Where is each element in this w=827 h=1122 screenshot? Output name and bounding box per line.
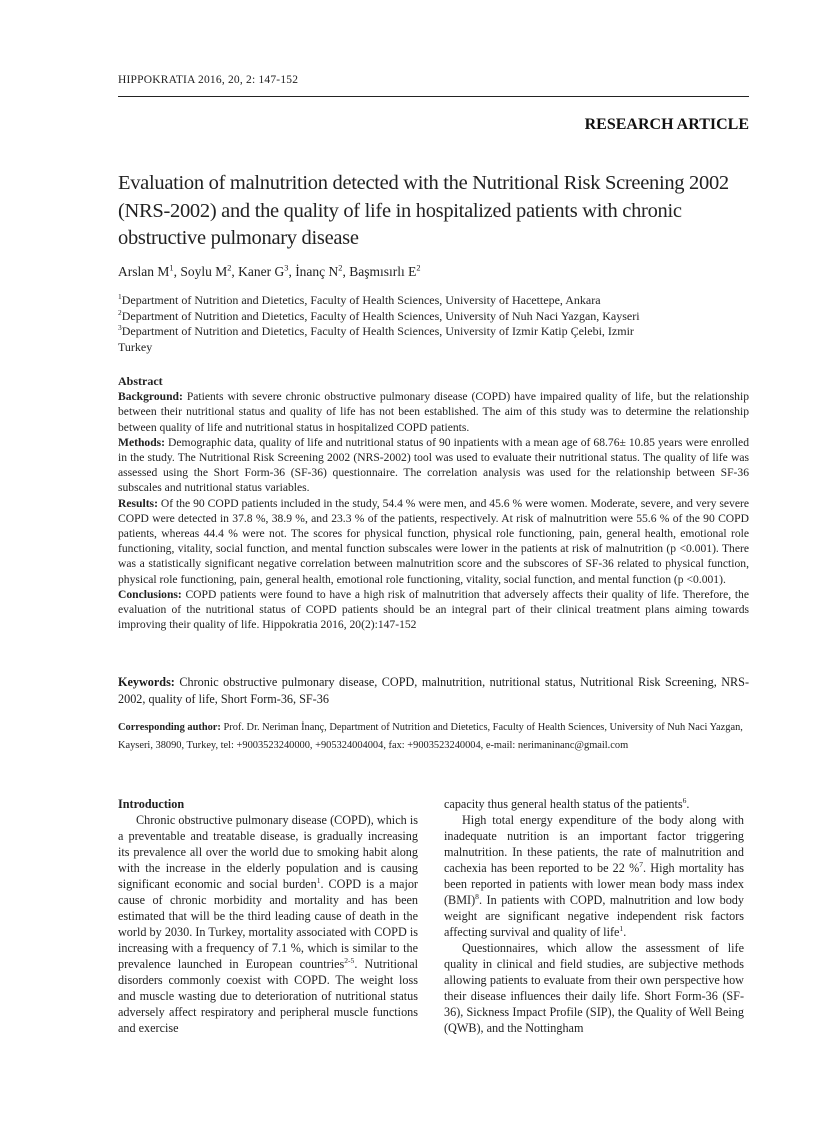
- author: Kaner $G^3$: [238, 263, 289, 279]
- affiliation: $^2$Department of Nutrition and Dietetics, Faculty of Health Sciences, University of Nuh Naci Yazgan, Kayseri: [118, 307, 640, 323]
- abstract-heading: Abstract: [118, 374, 163, 388]
- running-head: HIPPOKRATIA 2016, 20, 2: 147-152: [118, 74, 299, 86]
- intro-paragraph-3: Questionnaires, which allow the assessment of life quality in clinical and field studies, are subjective methods allowing patients to evaluate from their own perspective how their disease influences their daily life. Short Form-36 (SF-36), Sickness Impact Profile (SIP), the Quality of Well Being (QWB), and the Nottingham: [444, 941, 744, 1035]
- article-type-label: RESEARCH ARTICLE: [584, 116, 749, 133]
- abstract-results: Results: Of the 90 COPD patients included in the study, 54.4 % were men, and 45.6 % were women. Moderate, severe, and very severe COPD were detected in 37.8 %, 38.9 %, and 23.3 % of the patients, respectively. At risk of malnutrition were 55.6 % of the 90 COPD patients, whereas 44.4 % were not. The scores for physical function, physical role functioning, pain, general health, emotional role functioning, vitality, social function, and mental function subscales were lower in the patients at risk of malnutrition (p <0.001). There was a statistically significant negative correlation between malnutrition score and the subscores of SF-36 related to physical function, physical role functioning, pain, general health, emotional role functioning, vitality, social function, and mental function (p <0.001).: [118, 496, 749, 586]
- abstract-background: Background: Patients with severe chronic obstructive pulmonary disease (COPD) have impaired quality of life, but the relationship between their nutritional status and quality of life has not been established. The aim of this study was to determine the relationship between quality of life and nutritional status in hospitalized COPD patients.: [118, 390, 749, 434]
- abstract-methods: Methods: Demographic data, quality of life and nutritional status of 90 inpatients with a mean age of 68.76± 10.85 years were enrolled in the study. The Nutritional Risk Screening 2002 (NRS-2002) tool was used to evaluate their nutritional status. The quality of life was assessed using the Short Form-36 (SF-36) questionnaire. The correlation analysis was used for the relationship between SF-36 subscales and nutritional status variables.: [118, 435, 749, 495]
- corresponding-author: [118, 719, 749, 755]
- corresponding-text: Prof. Dr. Neriman İnanç, Department of Nutrition and Dietetics, Faculty of Health Sciences, University of Nuh Naci Yazgan, Kayseri, 38090, Turkey, tel: +9003523240000, +905324004004, fax: +9003523240004, e-mail: nerimaninanc@gmail.com: [118, 722, 743, 751]
- author-list: Arslan $M^1$, Soylu $M^2$, Kaner $G^3$, İnanç $N^2$, Başmısırlı $E^2$: [118, 263, 421, 279]
- column-left: [118, 796, 418, 1036]
- keywords-label: Keywords:: [118, 675, 175, 689]
- author: Soylu $M^2$: [180, 263, 232, 279]
- affiliation: $^1$Department of Nutrition and Dietetics, Faculty of Health Sciences, University of Hacettepe, Ankara: [118, 292, 601, 307]
- author: Arslan $M^1$: [118, 263, 174, 279]
- introduction-heading: Introduction: [118, 797, 185, 811]
- header-rule: [118, 96, 749, 97]
- affiliations: [118, 293, 749, 355]
- author: İnanç $N^2$: [295, 263, 343, 279]
- keywords-text: Chronic obstructive pulmonary disease, COPD, malnutrition, nutritional status, Nutritional Risk Screening, NRS-2002, quality of life, Short Form-36, SF-36: [118, 675, 749, 706]
- abstract: [118, 374, 749, 632]
- paper-title: Evaluation of malnutrition detected with the Nutritional Risk Screening 2002 (NRS-2002) and the quality of life in hospitalized patients with chronic obstructive pulmonary disease: [118, 172, 729, 249]
- keywords: [118, 674, 749, 707]
- abstract-conclusions: Conclusions: COPD patients were found to have a high risk of malnutrition that adversely affects their quality of life. Therefore, the evaluation of the nutritional status of COPD patients should be an integral part of their clinical treatment plans aiming towards improving their quality of life. Hippokratia 2016, 20(2):147-152: [118, 587, 749, 632]
- intro-paragraph-2: High total energy expenditure of the body along with inadequate nutrition is an important factor triggering malnutrition. In these patients, the rate of malnutrition and cachexia has been reported to be 22 %$^7$. High mortality has been reported in patients with lower mean body mass index (BMI)$^8$. In patients with COPD, malnutrition and low body weight are significant negative independent risk factors affecting survival and quality of life$^1$.: [444, 813, 744, 939]
- intro-paragraph-1-continued: capacity thus general health status of the patients$^6$.: [444, 795, 690, 811]
- column-right: [444, 796, 744, 1036]
- corresponding-label: Corresponding author:: [118, 722, 221, 733]
- intro-paragraph-1: Chronic obstructive pulmonary disease (COPD), which is a preventable and treatable disease, is gradually increasing its prevalence all over the world due to smoking habit along with the increase in the elderly population and is causing significant economic and social burden$^1$. COPD is a major cause of chronic morbidity and mortality and has been estimated that will be the third leading cause of death in the world by 2030. In Turkey, mortality associated with COPD is increasing with a frequency of 7.1 %, which is similar to the prevalence launched in European countries$^{2-5}$. Nutritional disorders commonly coexist with COPD. The weight loss and muscle wasting due to deterioration of nutritional status adversely affect respiratory and peripheral muscle functions and exercise: [118, 813, 418, 1035]
- affiliation: $^3$Department of Nutrition and Dietetics, Faculty of Health Sciences, University of Izmir Katip Çelebi, Izmir: [118, 323, 634, 339]
- author: Başmısırlı $E^2$: [349, 263, 421, 279]
- affiliation-country: Turkey: [118, 339, 153, 354]
